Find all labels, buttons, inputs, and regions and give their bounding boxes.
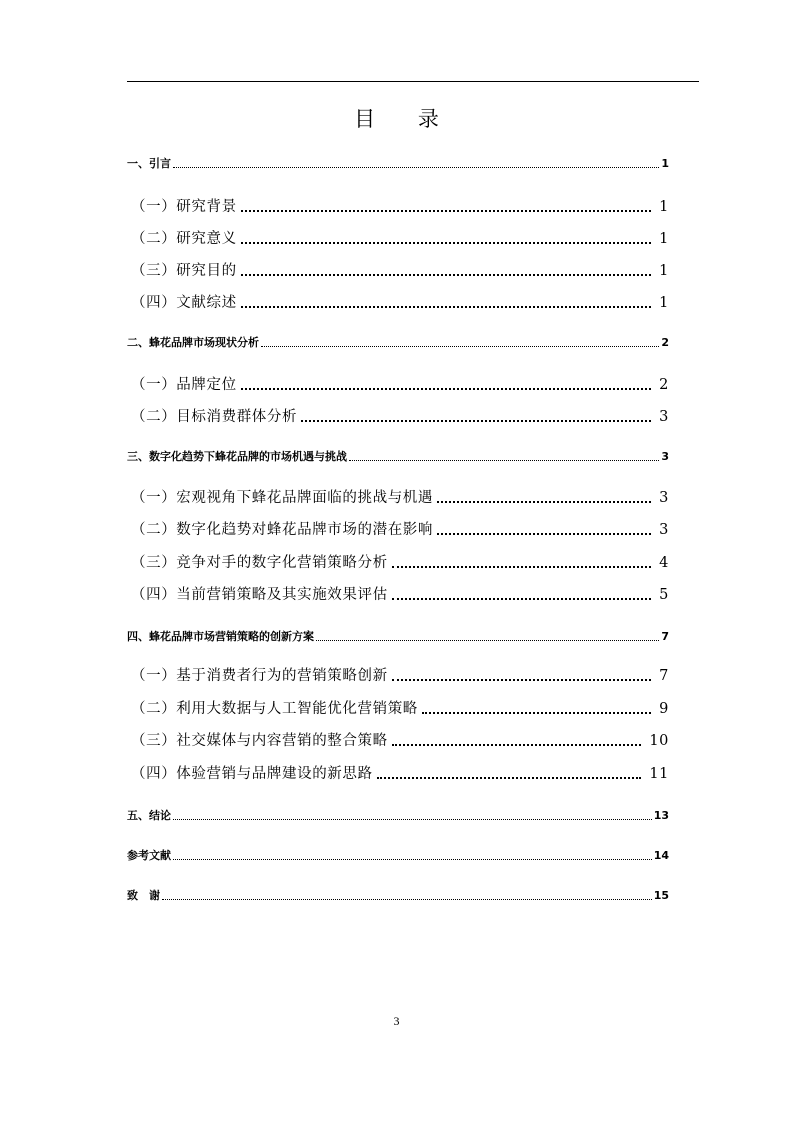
toc-leader-dots: [377, 777, 642, 779]
toc-entry-label: 四、蜂花品牌市场营销策略的创新方案: [127, 630, 314, 643]
toc-entry-page: 3: [659, 409, 669, 425]
toc-entry-label: （一）品牌定位: [131, 377, 237, 393]
toc-entry-page: 1: [659, 199, 669, 215]
toc-entry[interactable]: [131, 486, 669, 507]
toc-entry[interactable]: [127, 847, 669, 863]
toc-leader-dots: [392, 566, 651, 568]
toc-entry-label: 三、数字化趋势下蜂花品牌的市场机遇与挑战: [127, 450, 347, 463]
toc-entry-label: （一）宏观视角下蜂花品牌面临的挑战与机遇: [131, 490, 433, 506]
toc-entry-page: 2: [659, 377, 669, 393]
toc-entry-page: 3: [659, 522, 669, 538]
toc-leader-dots: [241, 210, 651, 212]
toc-entry-label: （四）体验营销与品牌建设的新思路: [131, 766, 373, 782]
toc-entry[interactable]: [131, 518, 669, 539]
toc-entry-page: 10: [649, 733, 669, 749]
toc-entry[interactable]: [127, 155, 669, 171]
toc-entry[interactable]: [131, 583, 669, 604]
toc-entry-label: （二）研究意义: [131, 231, 237, 247]
toc-entry-label: 五、结论: [127, 809, 171, 822]
toc-entry[interactable]: [131, 729, 669, 750]
toc-entry-page: 3: [659, 490, 669, 506]
toc-leader-dots: [241, 274, 651, 276]
toc-entry[interactable]: [127, 448, 669, 464]
toc-entry[interactable]: [131, 195, 669, 216]
toc-entry[interactable]: [131, 259, 669, 280]
toc-leader-dots: [437, 533, 651, 535]
toc-entry[interactable]: [127, 334, 669, 350]
toc-leader-dots: [316, 640, 659, 641]
toc-leader-dots: [349, 460, 659, 461]
toc-entry-label: （三）社交媒体与内容营销的整合策略: [131, 733, 388, 749]
toc-leader-dots: [261, 346, 659, 347]
toc-entry-page: 1: [659, 231, 669, 247]
toc-entry-label: （三）研究目的: [131, 263, 237, 279]
toc-entry-page: 4: [659, 555, 669, 571]
toc-entry-page: 1: [659, 263, 669, 279]
toc-entry[interactable]: [131, 551, 669, 572]
toc-entry[interactable]: [131, 227, 669, 248]
toc-leader-dots: [422, 712, 651, 714]
toc-leader-dots: [437, 501, 651, 503]
toc-entry[interactable]: [131, 291, 669, 312]
toc-entry-label: 参考文献: [127, 849, 171, 862]
toc-entry-label: （一）研究背景: [131, 199, 237, 215]
toc-entry[interactable]: [131, 405, 669, 426]
toc-entry[interactable]: [131, 373, 669, 394]
toc-entry-label: 二、蜂花品牌市场现状分析: [127, 336, 259, 349]
toc-entry-label: （四）当前营销策略及其实施效果评估: [131, 587, 388, 603]
toc-entry-page: 15: [653, 889, 669, 902]
toc-entry-label: （二）利用大数据与人工智能优化营销策略: [131, 701, 418, 717]
toc-leader-dots: [392, 744, 642, 746]
toc-entry[interactable]: [127, 887, 669, 903]
toc-entry[interactable]: [131, 697, 669, 718]
toc-entry-page: 11: [649, 766, 669, 782]
toc-entry-label: （二）目标消费群体分析: [131, 409, 298, 425]
toc-leader-dots: [162, 899, 652, 900]
toc-entry-page: 5: [659, 587, 669, 603]
toc-entry-page: 7: [659, 668, 669, 684]
toc-entry-label: （三）竞争对手的数字化营销策略分析: [131, 555, 388, 571]
toc-entry[interactable]: [127, 628, 669, 644]
toc-entry-page: 3: [661, 450, 669, 463]
toc-leader-dots: [392, 598, 651, 600]
toc-entry-page: 7: [661, 630, 669, 643]
page-number: 3: [393, 1014, 400, 1028]
toc-leader-dots: [392, 679, 651, 681]
toc-entry[interactable]: [131, 762, 669, 783]
toc-entry-label: 一、引言: [127, 157, 171, 170]
toc-entry-page: 13: [653, 809, 669, 822]
toc-entry-label: （一）基于消费者行为的营销策略创新: [131, 668, 388, 684]
toc-entry-page: 2: [661, 336, 669, 349]
toc-leader-dots: [173, 167, 659, 168]
toc-leader-dots: [301, 420, 651, 422]
toc-leader-dots: [241, 388, 651, 390]
toc-entry-page: 1: [659, 295, 669, 311]
toc-entry-label: （二）数字化趋势对蜂花品牌市场的潜在影响: [131, 522, 433, 538]
toc-leader-dots: [241, 306, 651, 308]
toc-entry-label: （四）文献综述: [131, 295, 237, 311]
toc-entry[interactable]: [127, 807, 669, 823]
header-rule: [127, 81, 699, 82]
toc-leader-dots: [241, 242, 651, 244]
toc-entry-page: 14: [653, 849, 669, 862]
toc-leader-dots: [173, 859, 652, 860]
toc-title: 目 录: [354, 107, 457, 131]
toc-entry-page: 1: [661, 157, 669, 170]
toc-entry[interactable]: [131, 664, 669, 685]
toc-entry-page: 9: [659, 701, 669, 717]
toc-leader-dots: [173, 819, 652, 820]
toc-entry-label: 致 谢: [127, 889, 160, 902]
